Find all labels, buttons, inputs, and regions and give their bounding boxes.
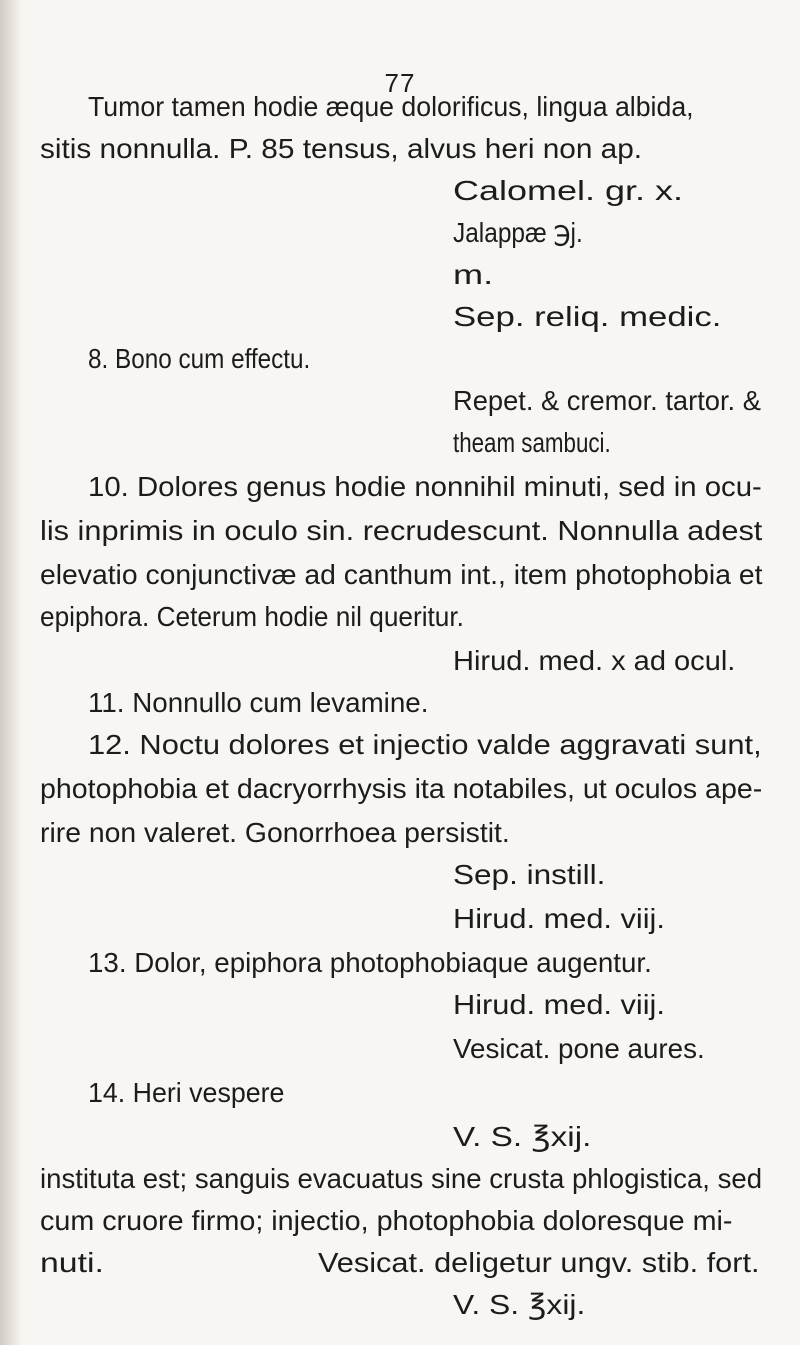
text-line: Hirud. med. viij. (453, 989, 665, 1020)
text-line: nuti. (40, 1247, 104, 1278)
text-line: Jalappæ ℈j. (453, 217, 583, 248)
text-line: 10. Dolores genus hodie nonnihil minuti, sed in ocu- (88, 471, 762, 502)
text-line: rire non valeret. Gonorrhoea persistit. (40, 817, 510, 848)
text-line: 13. Dolor, epiphora photophobiaque augentur. (88, 947, 652, 978)
text-line: Sep. instill. (453, 859, 606, 890)
text-line: photophobia et dacryorrhysis ita notabiles, ut oculos ape- (40, 773, 763, 804)
text-line: 14. Heri vespere (88, 1077, 285, 1108)
text-line: 12. Noctu dolores et injectio valde aggravati sunt, (88, 729, 762, 760)
text-line: V. S. ℥xij. (453, 1121, 592, 1152)
text-line: Tumor tamen hodie æque dolorificus, lingua albida, (88, 91, 694, 122)
text-line: cum cruore firmo; injectio, photophobia doloresque mi- (40, 1205, 733, 1236)
text-line: lis inprimis in oculo sin. recrudescunt. Nonnulla adest (40, 515, 763, 546)
text-line: theam sambuci. (453, 427, 611, 458)
text-line: Vesicat. deligetur ungv. stib. fort. (318, 1247, 760, 1278)
text-line: Hirud. med. viij. (453, 903, 665, 934)
text-line: Sep. reliq. medic. (453, 301, 722, 332)
page-number: 77 (384, 68, 416, 98)
text-line: epiphora. Ceterum hodie nil queritur. (40, 601, 464, 632)
text-line: Vesicat. pone aures. (453, 1033, 705, 1064)
text-line: sitis nonnulla. P. 85 tensus, alvus heri non ap. (40, 133, 643, 164)
page-gutter-shadow (0, 0, 22, 1345)
text-line: Repet. & cremor. tartor. & (453, 385, 761, 416)
text-line: Calomel. gr. x. (453, 175, 683, 206)
text-line: instituta est; sanguis evacuatus sine crusta phlogistica, sed (40, 1163, 763, 1194)
text-line: V. S. ℥xij. (453, 1289, 586, 1320)
text-line: 8. Bono cum effectu. (88, 343, 311, 374)
text-line: elevatio conjunctivæ ad canthum int., item photophobia et (40, 559, 763, 590)
text-line: 11. Nonnullo cum levamine. (88, 687, 429, 718)
text-line: Hirud. med. x ad ocul. (453, 645, 736, 676)
text-line: m. (453, 259, 494, 290)
